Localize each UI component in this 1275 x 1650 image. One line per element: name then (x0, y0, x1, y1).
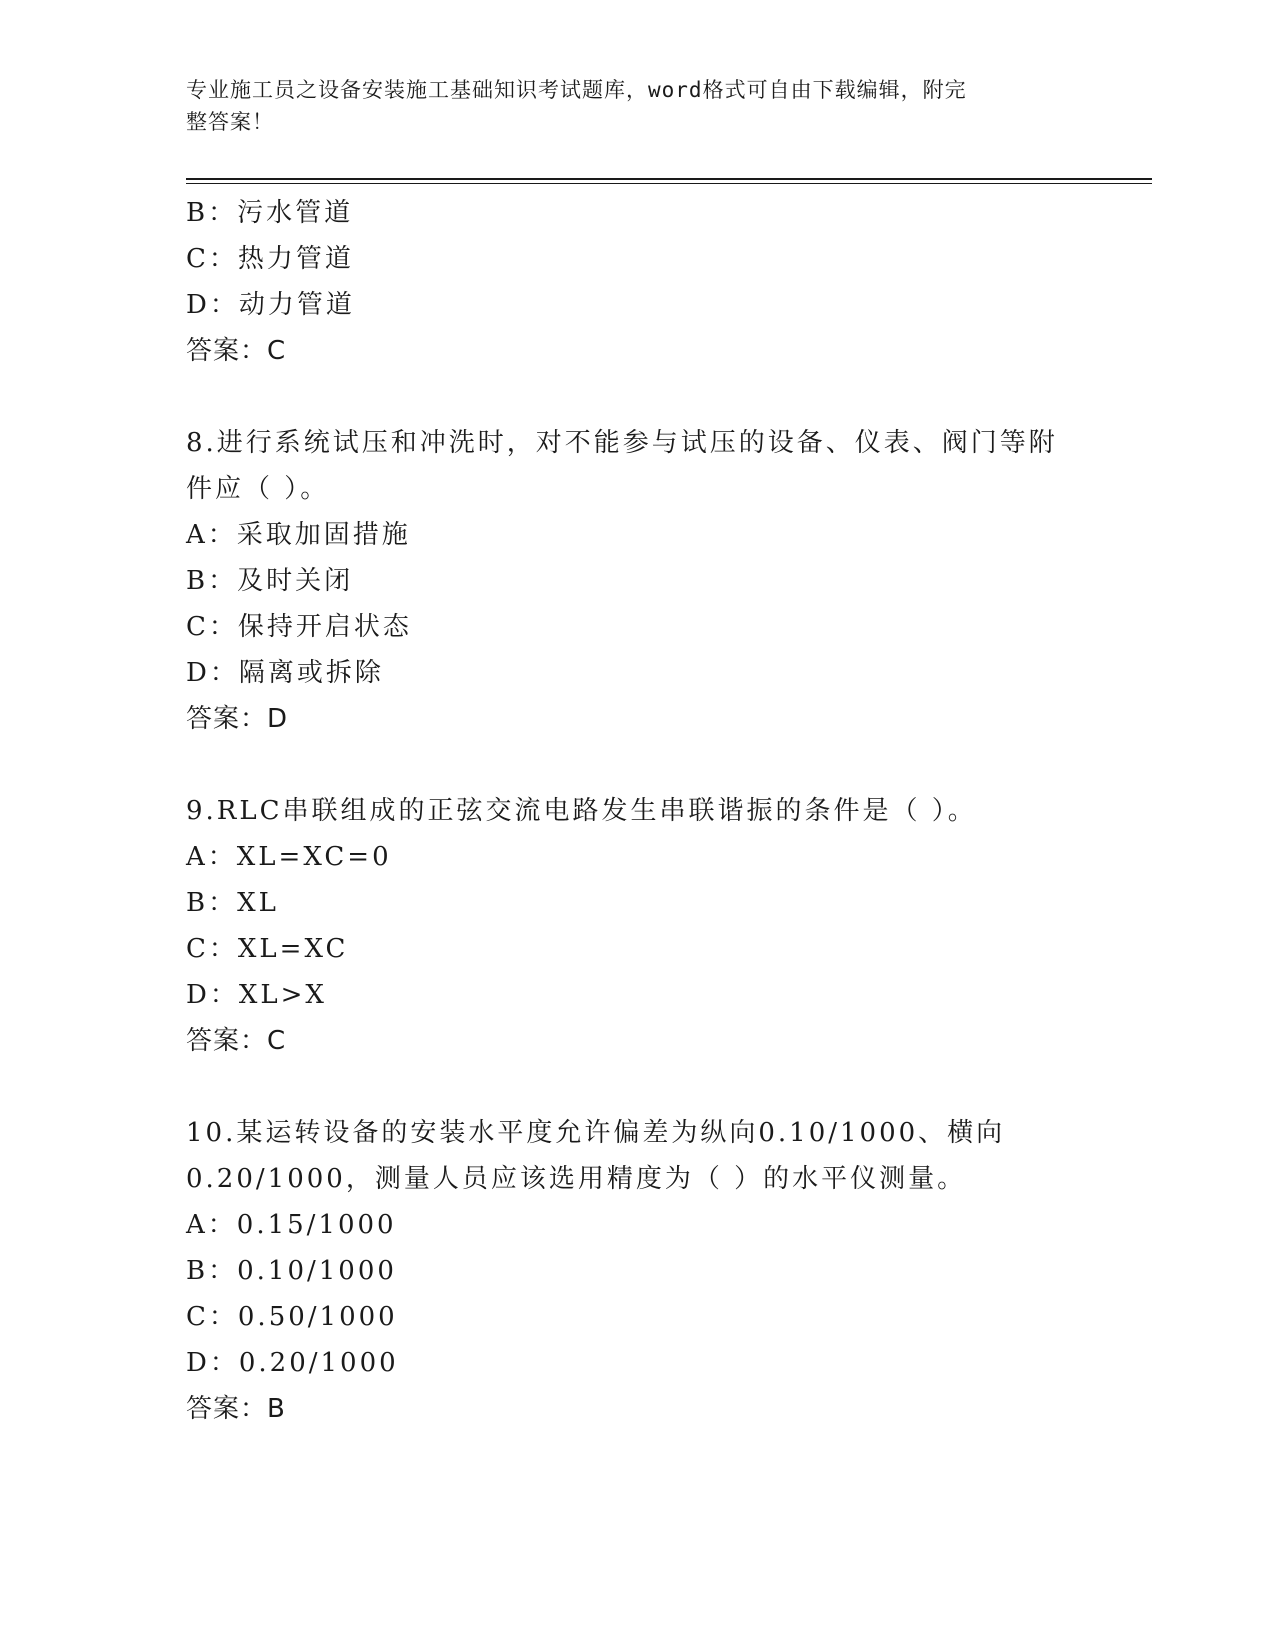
option-d: D：0.20/1000 (186, 1348, 399, 1378)
option-c: C：保持开启状态 (186, 612, 412, 642)
option-b: B：及时关闭 (186, 566, 354, 596)
option-a: A：XL=XC=0 (186, 842, 392, 872)
header-line-2: 整答案！ (186, 110, 274, 134)
option-d: D：隔离或拆除 (186, 658, 384, 688)
answer-line: 答案：D (186, 704, 289, 734)
answer-line: 答案：C (186, 336, 287, 366)
question-7-tail (186, 190, 1086, 374)
document-body (186, 190, 1086, 1432)
question-stem: 10.某运转设备的安装水平度允许偏差为纵向0.10/1000、横向 (186, 1118, 1006, 1148)
question-spacer (186, 1064, 1086, 1110)
answer-line: 答案：B (186, 1394, 286, 1424)
answer-line: 答案：C (186, 1026, 287, 1056)
question-stem-continued: 0.20/1000，测量人员应该选用精度为（ ）的水平仪测量。 (186, 1164, 967, 1194)
question-9 (186, 788, 1086, 1064)
option-c: C：0.50/1000 (186, 1302, 398, 1332)
option-d: D：动力管道 (186, 290, 355, 320)
option-c: C：热力管道 (186, 244, 354, 274)
document-header (186, 74, 1066, 138)
question-stem: 8.进行系统试压和冲洗时，对不能参与试压的设备、仪表、阀门等附 (186, 428, 1058, 458)
header-divider-thin (186, 183, 1152, 184)
option-a: A：0.15/1000 (186, 1210, 397, 1240)
header-divider-thick (186, 178, 1152, 180)
option-d: D：XL>X (186, 980, 327, 1010)
option-b: B：0.10/1000 (186, 1256, 397, 1286)
question-spacer (186, 374, 1086, 420)
question-stem-continued: 件应（ ）。 (186, 474, 330, 504)
question-10 (186, 1110, 1086, 1432)
option-b: B：污水管道 (186, 198, 354, 228)
option-a: A：采取加固措施 (186, 520, 411, 550)
question-stem: 9.RLC串联组成的正弦交流电路发生串联谐振的条件是（ ）。 (186, 796, 977, 826)
question-8 (186, 420, 1086, 742)
option-c: C：XL=XC (186, 934, 349, 964)
option-b: B：XL (186, 888, 279, 918)
question-spacer (186, 742, 1086, 788)
header-line-1: 专业施工员之设备安装施工基础知识考试题库，word格式可自由下载编辑，附完 (186, 78, 967, 102)
